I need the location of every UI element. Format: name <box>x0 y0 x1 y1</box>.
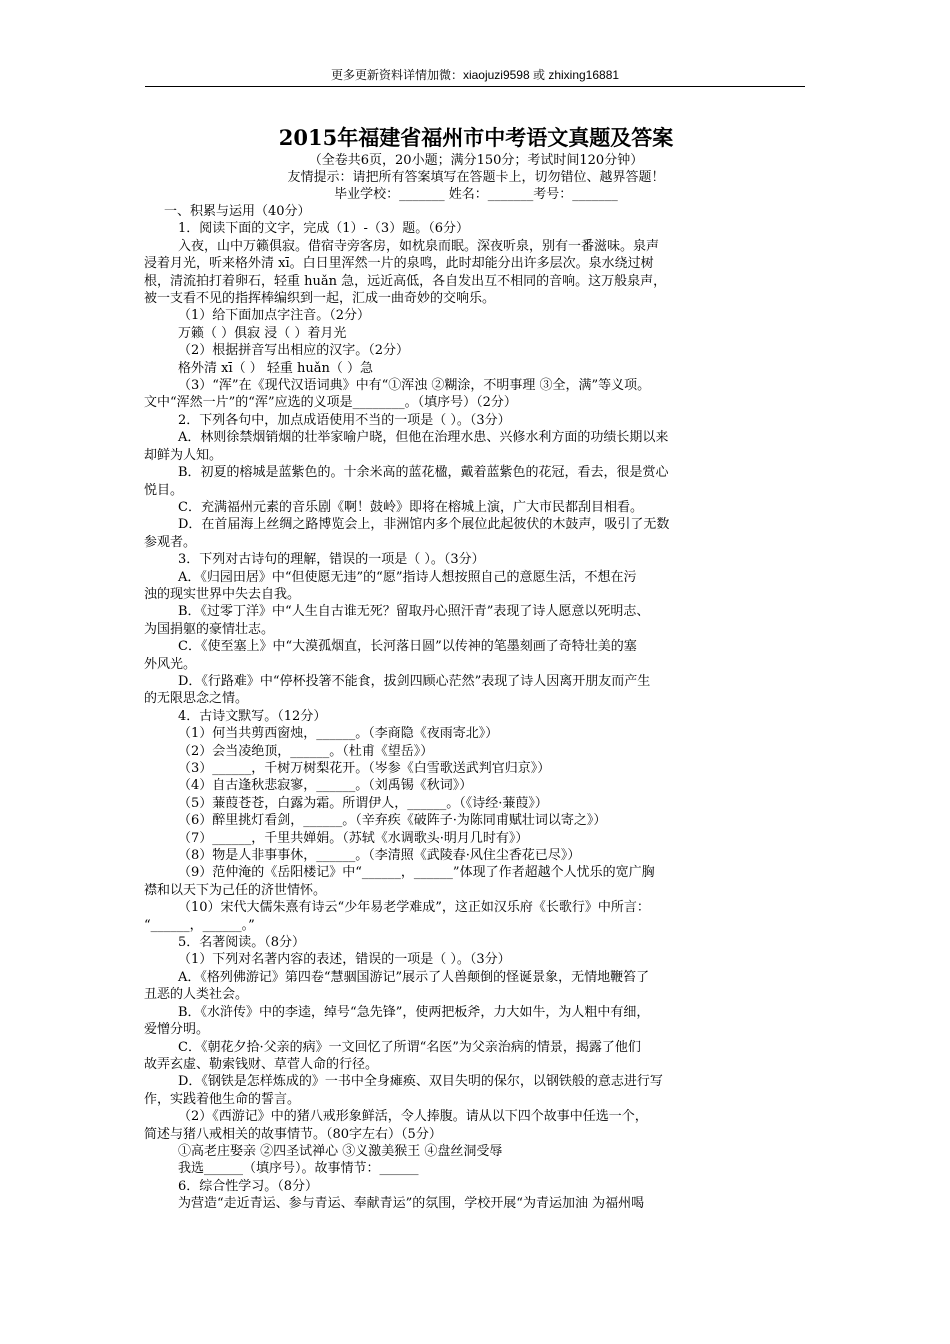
text-line: C．充满福州元素的音乐剧《啊！鼓岭》即将在榕城上演，广大市民都刮目相看。 <box>178 499 643 515</box>
text-line: 作，实践着他生命的誓言。 <box>144 1091 301 1107</box>
text-line: 丑恶的人类社会。 <box>144 987 249 1003</box>
text-line: 5．名著阅读。（8分） <box>178 935 306 951</box>
text-line: 6．综合性学习。（8分） <box>178 1178 319 1194</box>
text-line: 我选______（填序号）。故事情节：______ <box>178 1161 419 1177</box>
text-line: （3）______，千树万树梨花开。（岑参《白雪歌送武判官归京》） <box>178 761 551 776</box>
text-line: 悦目。 <box>144 482 184 498</box>
text-line: 4．古诗文默写。（12分） <box>178 708 327 724</box>
text-line: 爱憎分明。 <box>144 1022 210 1038</box>
text-line: 故弄玄虚、勒索钱财、草菅人命的行径。 <box>144 1056 379 1072</box>
text-line: （7）______，千里共婵娟。（苏轼《水调歌头·明月几时有》） <box>178 830 529 846</box>
text-line: 根，清流拍打着卵石，轻重 huǎn 急，远近高低，各自发出互不相同的音响。这万般泉声， <box>144 273 667 289</box>
text-line: 一、积累与运用（40分） <box>164 204 311 219</box>
text-line: “______，______。” <box>144 917 255 933</box>
text-line: （3）“浑”在《现代汉语词典》中有“①浑浊 ②糊涂，不明事理 ③全，满”等义项。 <box>178 378 651 394</box>
text-line: B．《过零丁洋》中“人生自古谁无死？留取丹心照汗青”表现了诗人愿意以死明志、 <box>178 604 650 620</box>
text-line: A．《归园田居》中“但使愿无违”的“愿”指诗人想按照自己的意愿生活，不想在污 <box>178 569 637 585</box>
text-line: （1）下列对名著内容的表述，错误的一项是（ ）。（3分） <box>178 952 511 968</box>
text-line: （10）宋代大儒朱熹有诗云“少年易老学难成”，这正如汉乐府《长歌行》中所言： <box>178 900 650 916</box>
text-line: C．《朝花夕拾·父亲的病》一文回忆了所谓“名医”为父亲治病的情景，揭露了他们 <box>178 1039 641 1055</box>
text-line: 却鲜为人知。 <box>144 447 223 463</box>
text-line: （8）物是人非事事休，______。（李清照《武陵春·风住尘香花已尽》） <box>178 848 581 864</box>
text-line: A．《格列佛游记》第四卷“慧骃国游记”展示了人兽颠倒的怪诞景象，无情地鞭笞了 <box>178 969 650 985</box>
text-line: 外风光。 <box>144 656 197 672</box>
text-line: 被一支看不见的指挥棒编织到一起，汇成一曲奇妙的交响乐。 <box>144 291 496 307</box>
text-line: B．《水浒传》中的李逵，绰号“急先锋”，使两把板斧，力大如牛，为人粗中有细， <box>178 1004 650 1020</box>
text-line: 简述与猪八戒相关的故事情节。（80字左右）（5分） <box>144 1126 442 1142</box>
text-line: 万籁（ ）俱寂 浸（ ）着月光 <box>178 325 347 341</box>
text-line: D．《钢铁是怎样炼成的》一书中全身瘫痪、双目失明的保尔，以钢铁般的意志进行写 <box>178 1074 663 1090</box>
document-body <box>144 124 808 1213</box>
page-header: 更多更新资料详情加微：xiaojuzi9598 或 zhixing16881 <box>330 68 620 82</box>
text-line: 入夜，山中万籁俱寂。借宿寺旁客房，如枕泉而眠。深夜听泉，别有一番滋味。泉声 <box>178 238 660 254</box>
text-line: 的无限思念之情。 <box>144 691 249 707</box>
text-line: 2．下列各句中，加点成语使用不当的一项是（ ）。（3分） <box>178 412 511 428</box>
text-line: A．林则徐禁烟销烟的壮举家喻户晓，但他在治理水患、兴修水利方面的功绩长期以来 <box>178 430 669 446</box>
text-line: 格外清 xī（ ） 轻重 huǎn（ ）急 <box>178 360 374 376</box>
text-line: 参观者。 <box>144 534 197 550</box>
text-line: D．在首届海上丝绸之路博览会上，非洲馆内多个展位此起彼伏的木鼓声，吸引了无数 <box>178 517 670 533</box>
exam-tip: 友情提示：请把所有答案填写在答题卡上，切勿错位、越界答题！ <box>287 170 665 185</box>
text-line: 为营造“走近青运、参与青运、奉献青运”的氛围，学校开展“为青运加油 为福州喝 <box>178 1196 645 1212</box>
text-line: 为国捐躯的豪情壮志。 <box>144 621 275 637</box>
student-fields: 毕业学校：_______ 姓名：_______考号：_______ <box>334 187 618 202</box>
text-line: 文中“浑然一片”的“浑”应选的义项是________。（填序号）（2分） <box>144 395 517 411</box>
text-line: （9）范仲淹的《岳阳楼记》中“______，______”体现了作者超越个人忧乐的宽广胸 <box>178 865 655 881</box>
text-line: （2）会当凌绝顶，______。（杜甫《望岳》） <box>178 743 434 759</box>
text-line: 襟和以天下为己任的济世情怀。 <box>144 882 327 898</box>
text-line: 3．下列对古诗句的理解，错误的一项是（ ）。（3分） <box>178 552 485 568</box>
text-line: （1）何当共剪西窗烛，______。（李商隐《夜雨寄北》） <box>178 726 499 742</box>
text-line: B．初夏的榕城是蓝紫色的。十余米高的蓝花楹，戴着蓝紫色的花冠，看去，很是赏心 <box>178 465 669 481</box>
text-line: （6）醉里挑灯看剑，______。（辛弃疾《破阵子·为陈同甫赋壮词以寄之》） <box>178 813 607 829</box>
text-line: （2）《西游记》中的猪八戒形象鲜活，令人捧腹。请从以下四个故事中任选一个， <box>178 1109 648 1125</box>
text-line: （4）自古逢秋悲寂寥，______。（刘禹锡《秋词》） <box>178 778 473 794</box>
text-line: （2）根据拼音写出相应的汉字。（2分） <box>178 343 410 359</box>
text-line: 浸着月光，听来格外清 xī。白日里浑然一片的泉鸣，此时却能分出许多层次。泉水绕过树 <box>144 256 654 272</box>
text-line: C．《使至塞上》中“大漠孤烟直，长河落日圆”以传神的笔墨刻画了奇特壮美的塞 <box>178 639 637 655</box>
exam-info: （全卷共6页，20小题；满分150分；考试时间120分钟） <box>308 153 644 168</box>
text-line: 浊的现实世界中失去自我。 <box>144 586 301 602</box>
question-lines <box>144 203 808 1213</box>
text-line: ①高老庄娶亲 ②四圣试禅心 ③义激美猴王 ④盘丝洞受辱 <box>178 1143 503 1159</box>
text-line: 1．阅读下面的文字，完成（1）-（3）题。（6分） <box>178 221 469 237</box>
text-line: （5）蒹葭苍苍，白露为霜。所谓伊人，______。（《诗经·蒹葭》） <box>178 795 548 811</box>
text-line: （1）给下面加点字注音。（2分） <box>178 308 371 324</box>
document-title: 2015年福建省福州市中考语文真题及答案 <box>278 125 674 150</box>
text-line: D．《行路难》中“停杯投箸不能食，拔剑四顾心茫然”表现了诗人因离开朋友而产生 <box>178 673 651 689</box>
header-divider <box>145 86 805 87</box>
